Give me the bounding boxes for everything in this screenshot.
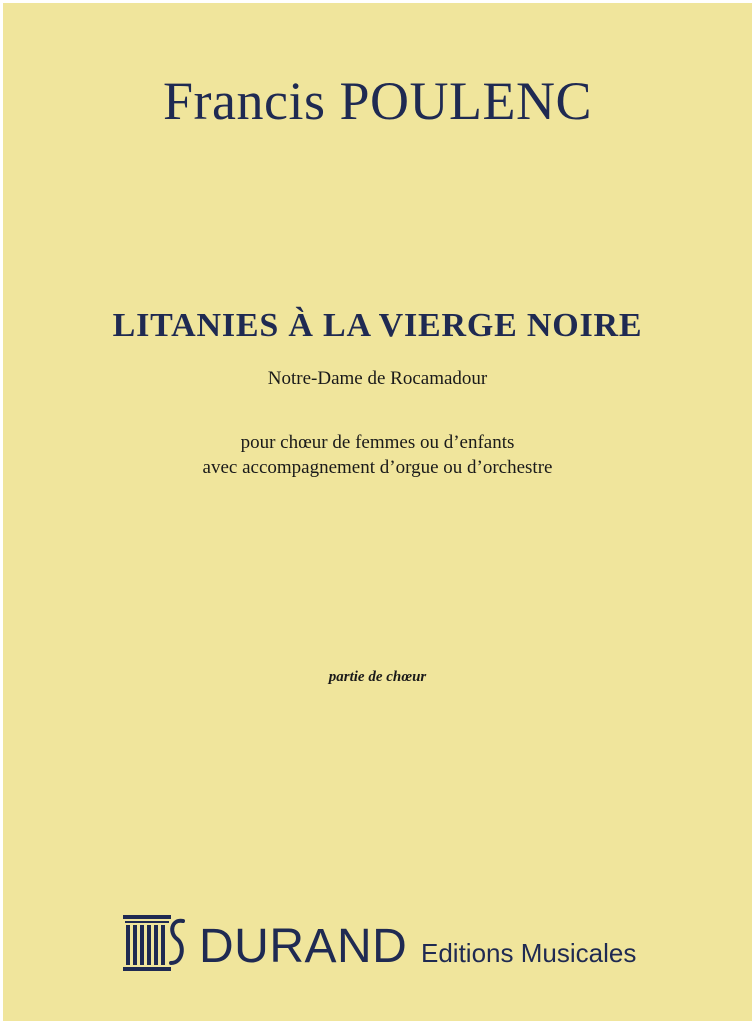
score-cover bbox=[3, 3, 752, 1021]
work-subtitle: Notre-Dame de Rocamadour bbox=[267, 368, 488, 389]
scoring-line: pour chœur de femmes ou d’enfants bbox=[240, 432, 515, 453]
work-title: LITANIES À LA VIERGE NOIRE bbox=[112, 307, 643, 344]
publisher-name: DURAND bbox=[199, 920, 408, 973]
part-label: partie de chœur bbox=[328, 669, 427, 685]
durand-colonnade-logo-icon bbox=[121, 911, 189, 975]
publisher-block bbox=[121, 911, 681, 975]
composer-name: Francis POULENC bbox=[163, 71, 592, 131]
scoring-line: avec accompagnement d’orgue ou d’orchestre bbox=[202, 457, 553, 478]
scoring-description bbox=[3, 430, 752, 480]
publisher-tagline: Editions Musicales bbox=[421, 938, 637, 968]
